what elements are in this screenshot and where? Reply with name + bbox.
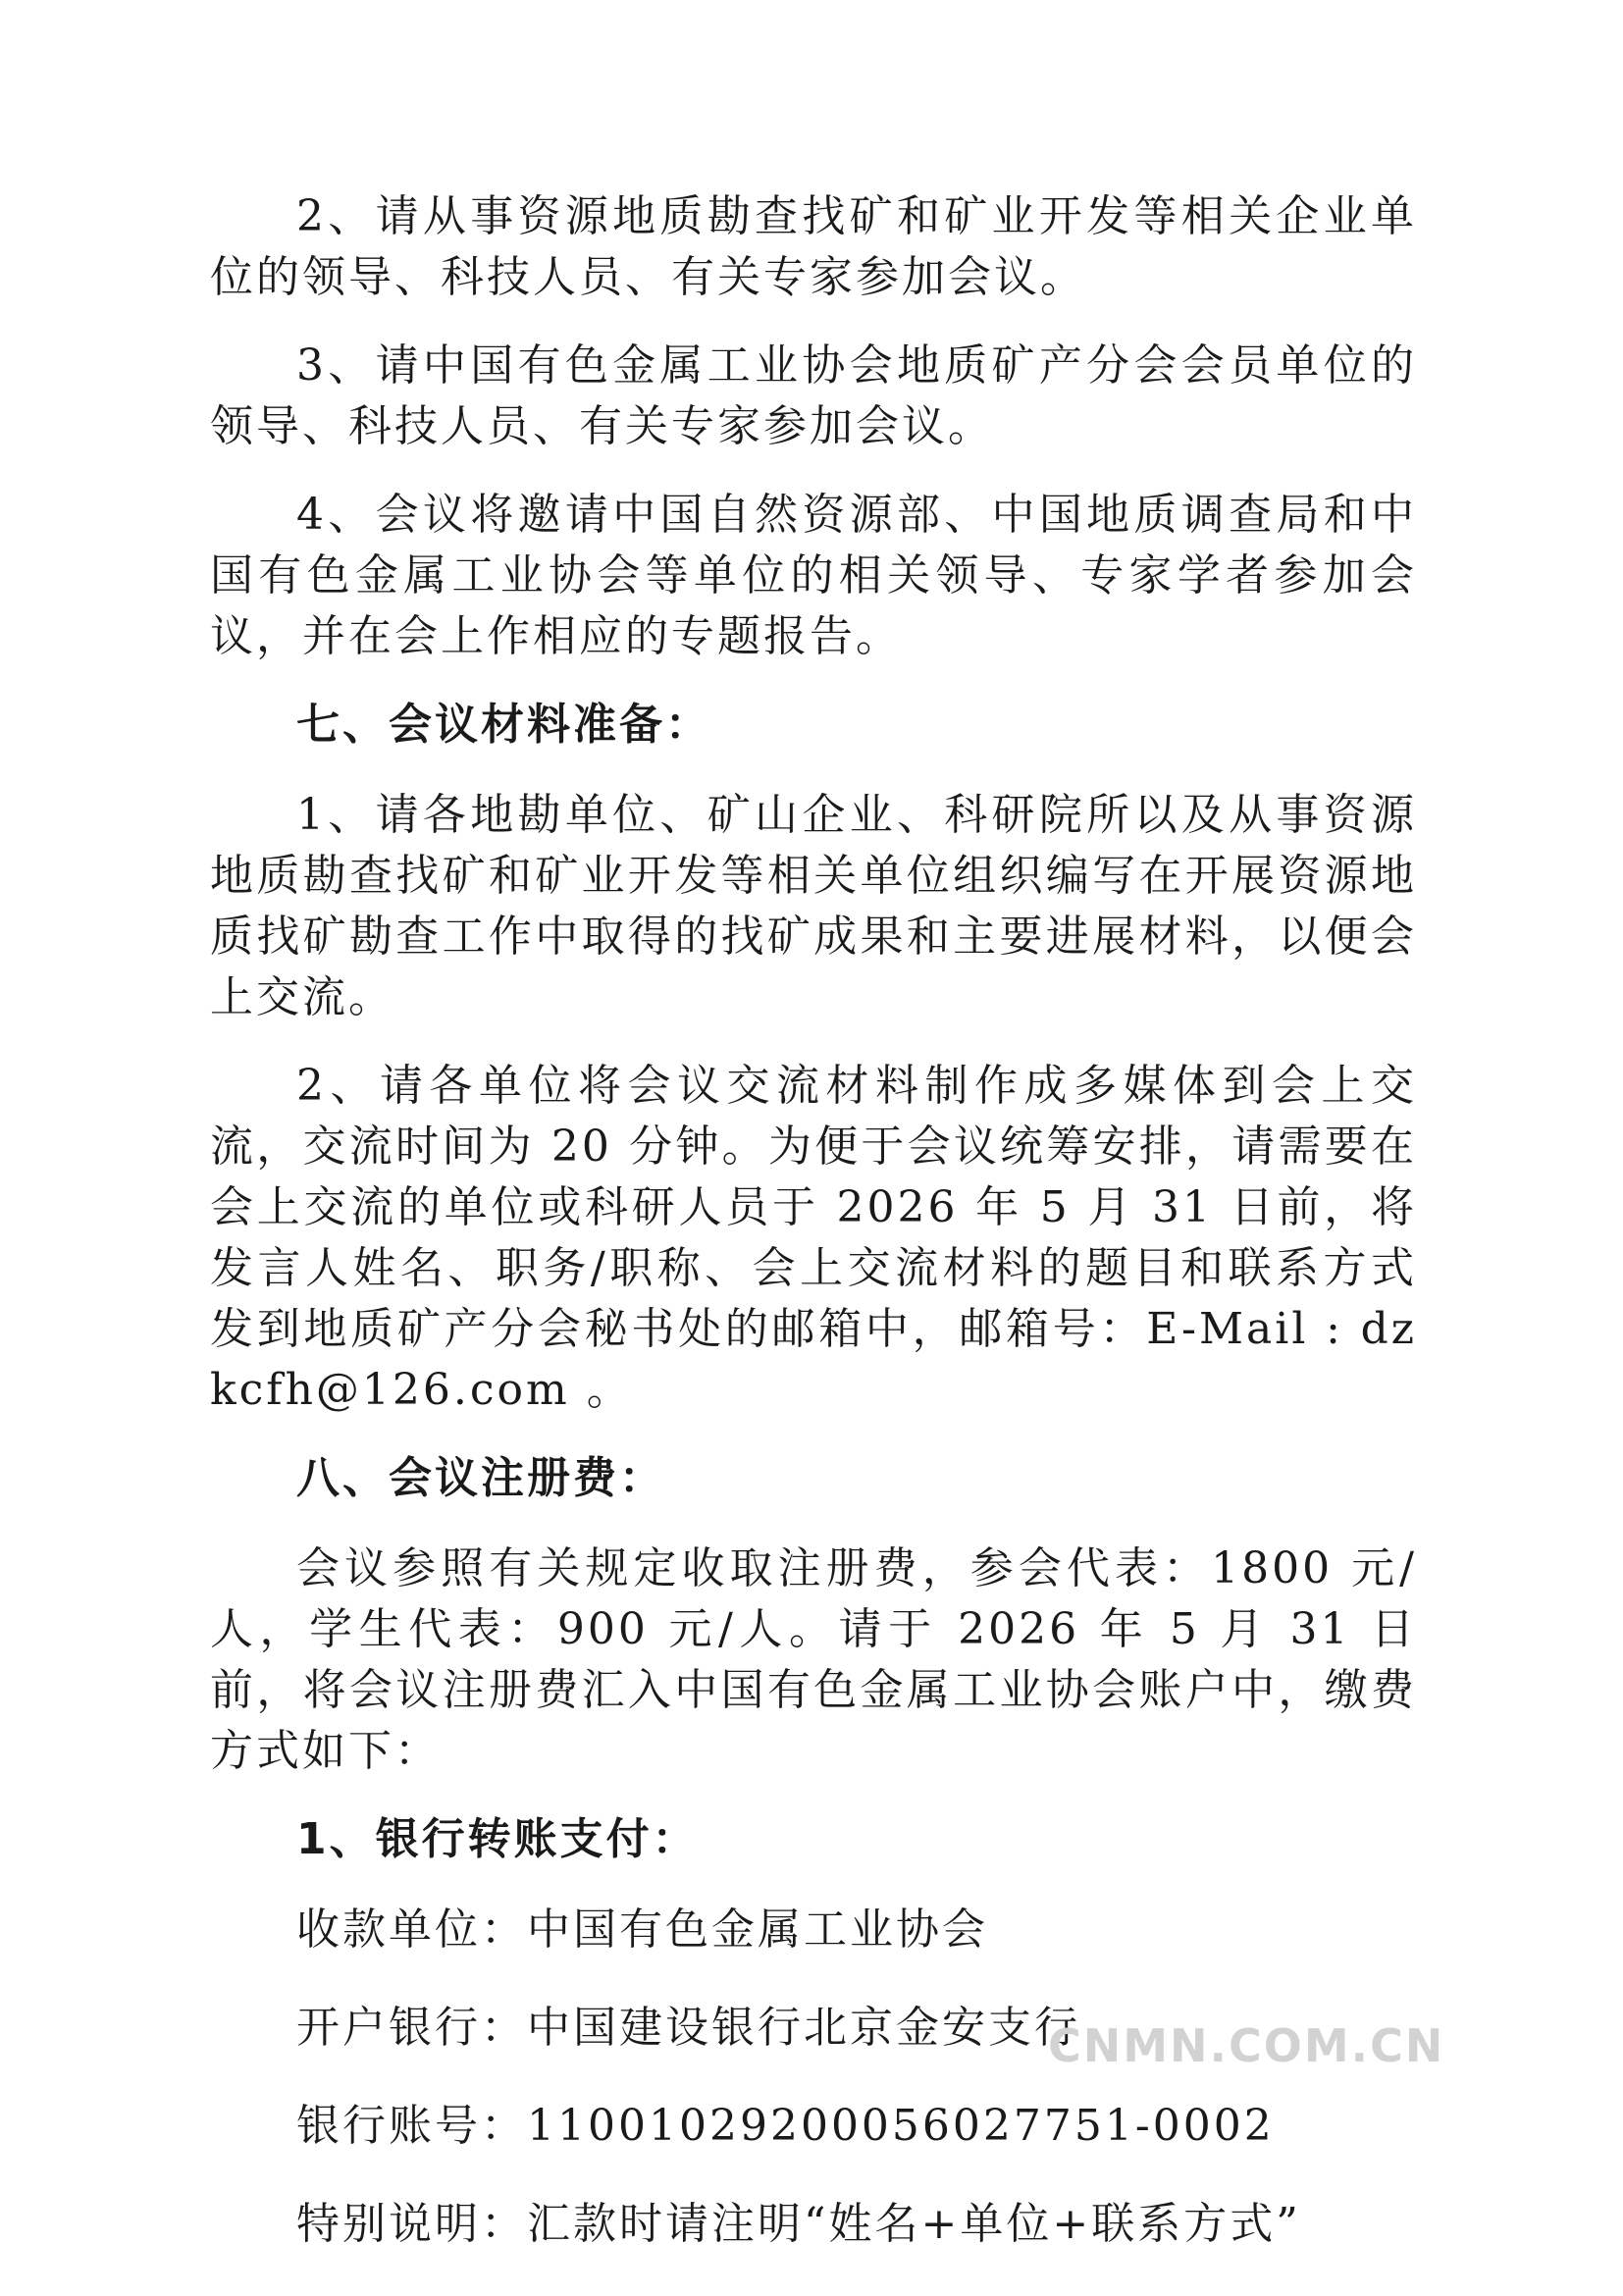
account-line: 银行账号：11001029200056027751-0002: [296, 2101, 1275, 2151]
paragraph-invited-officials: 4、会议将邀请中国自然资源部、中国地质调查局和中国有色金属工业协会等单位的相关领导、专家学者参加会议，并在会上作相应的专题报告。: [210, 490, 1417, 661]
site-watermark: CNMN.COM.CN: [1048, 2019, 1445, 2072]
paragraph-attendees-members: 3、请中国有色金属工业协会地质矿产分会会员单位的领导、科技人员、有关专家参加会议。: [210, 340, 1417, 451]
paragraph-materials-item-2: 2、请各单位将会议交流材料制作成多媒体到会上交流，交流时间为 20 分钟。为便于会议统筹安排，请需要在会上交流的单位或科研人员于 2026 年 5 月 31 日前，将发言人姓名、职务/职称、会上交流材料的题目和联系方式发到地质矿产分会秘书处的邮箱中，邮箱号：E-Mail : dzkcfh@126.com 。: [210, 1061, 1417, 1415]
payee-line: 收款单位：中国有色金属工业协会: [296, 1905, 988, 1955]
bank-transfer-heading: 1、银行转账支付：: [296, 1814, 699, 1864]
paragraph-materials-item-1: 1、请各地勘单位、矿山企业、科研院所以及从事资源地质勘查找矿和矿业开发等相关单位组织编写在开展资源地质找矿勘查工作中取得的找矿成果和主要进展材料，以便会上交流。: [210, 790, 1417, 1022]
bank-line: 开户银行：中国建设银行北京金安支行: [296, 2003, 1080, 2053]
paragraph-attendees-enterprises: 2、请从事资源地质勘查找矿和矿业开发等相关企业单位的领导、科技人员、有关专家参加会议。: [210, 191, 1417, 302]
section-heading-registration-fee: 八、会议注册费：: [296, 1453, 665, 1503]
paragraph-registration-fee: 会议参照有关规定收取注册费，参会代表：1800 元/人，学生代表：900 元/人。请于 2026 年 5 月 31 日前，将会议注册费汇入中国有色金属工业协会账户中，缴费方式如下：: [210, 1543, 1417, 1776]
remittance-note-line: 特别说明：汇款时请注明“姓名+单位+联系方式”: [296, 2199, 1301, 2249]
document-body: [210, 186, 1417, 2292]
section-heading-materials: 七、会议材料准备：: [296, 700, 711, 750]
